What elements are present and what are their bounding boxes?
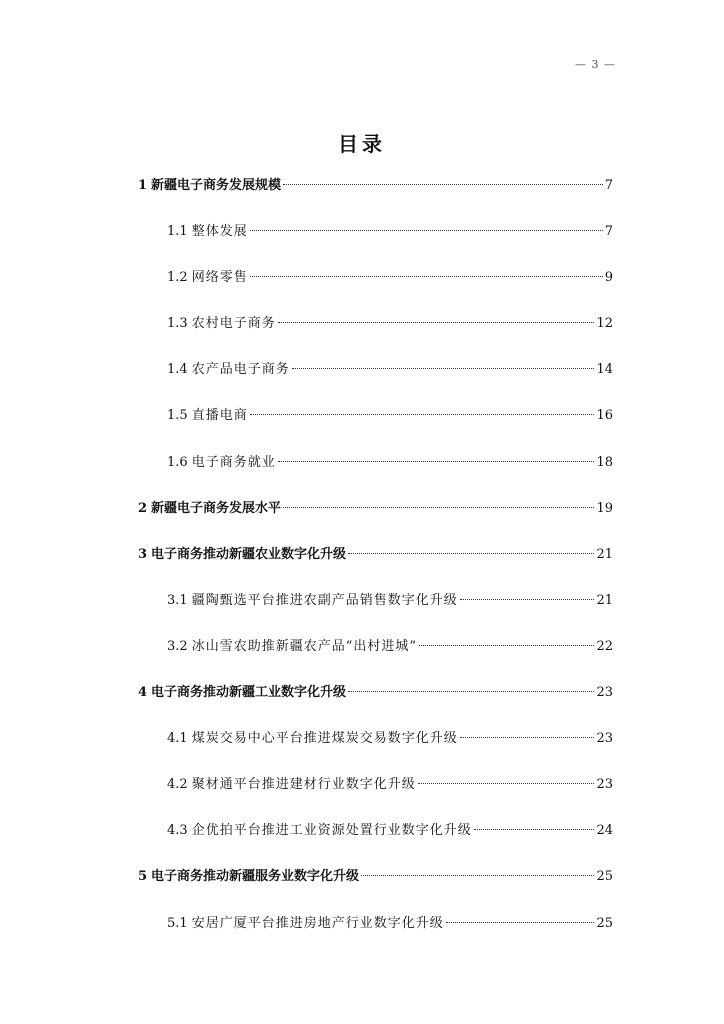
toc-entry-title: 新疆电子商务发展规模 [151, 178, 282, 193]
dot-leader [361, 875, 594, 876]
toc-section-entry[interactable] [138, 447, 613, 493]
toc-chapter-entry[interactable] [138, 861, 613, 907]
toc-entry-title: 直播电商 [191, 408, 248, 424]
toc-entry-title: 安居广厦平台推进房地产行业数字化升级 [191, 915, 444, 931]
toc-entry-title: 新疆电子商务发展水平 [151, 500, 282, 516]
dot-leader [474, 829, 595, 830]
toc-entry-page-number: 23 [596, 777, 613, 793]
toc-entry-number: 5.1 [167, 915, 188, 931]
toc-entry-title: 整体发展 [191, 224, 248, 240]
dot-leader [283, 184, 603, 185]
toc-chapter-entry[interactable] [138, 170, 613, 216]
toc-entry-title: 电子商务就业 [191, 454, 276, 470]
toc-section-entry[interactable] [138, 216, 613, 262]
toc-entry-page-number: 22 [596, 638, 613, 654]
toc-entry-number: 1.6 [167, 454, 188, 470]
dot-leader [278, 461, 595, 462]
toc-entry-page-number: 14 [596, 362, 613, 378]
dot-leader [250, 276, 603, 277]
dot-leader [446, 922, 595, 923]
toc-entry-number: 1.2 [167, 270, 188, 286]
toc-entry-number: 2 [138, 500, 148, 516]
toc-section-entry[interactable] [138, 631, 613, 677]
toc-entry-number: 4.2 [167, 777, 188, 793]
page-title: 目录 [338, 132, 386, 156]
toc-entry-title: 电子商务推动新疆农业数字化升级 [151, 546, 347, 562]
toc-entry-page-number: 23 [596, 685, 613, 701]
toc-entry-page-number: 9 [604, 270, 613, 286]
toc-entry-title: 聚材通平台推进建材行业数字化升级 [191, 777, 416, 793]
toc-entry-number: 5 [138, 869, 148, 885]
toc-entry-number: 4 [138, 685, 148, 701]
toc-entry-page-number: 25 [596, 869, 613, 885]
dot-leader [348, 553, 594, 554]
toc-entry-number: 4.3 [167, 823, 188, 839]
dot-leader [460, 599, 595, 600]
table-of-contents [138, 170, 613, 954]
toc-entry-number: 1 [138, 178, 148, 193]
toc-section-entry[interactable] [138, 308, 613, 354]
toc-chapter-entry[interactable] [138, 539, 613, 585]
toc-entry-title: 企优拍平台推进工业资源处置行业数字化升级 [191, 823, 472, 839]
toc-entry-page-number: 25 [596, 915, 613, 931]
dot-leader [348, 691, 594, 692]
toc-chapter-entry[interactable] [138, 677, 613, 723]
toc-entry-title: 网络零售 [191, 270, 248, 286]
dot-leader [278, 322, 595, 323]
toc-section-entry[interactable] [138, 723, 613, 769]
dot-leader [292, 368, 595, 369]
toc-section-entry[interactable] [138, 908, 613, 954]
toc-entry-page-number: 21 [596, 592, 613, 608]
page-number: — 3 — [575, 58, 616, 71]
toc-chapter-entry[interactable] [138, 493, 613, 539]
toc-entry-page-number: 19 [596, 500, 613, 516]
toc-entry-title: 电子商务推动新疆工业数字化升级 [151, 685, 347, 701]
toc-section-entry[interactable] [138, 815, 613, 861]
toc-entry-number: 3.1 [167, 592, 188, 608]
toc-entry-title: 冰山雪农助推新疆农产品“出村进城” [191, 638, 417, 654]
dot-leader [250, 414, 595, 415]
toc-entry-page-number: 18 [596, 454, 613, 470]
dot-leader [419, 645, 594, 646]
toc-entry-number: 1.1 [167, 224, 188, 240]
toc-entry-number: 3.2 [167, 638, 188, 654]
toc-section-entry[interactable] [138, 585, 613, 631]
toc-entry-page-number: 7 [604, 178, 613, 193]
toc-entry-title: 疆陶甄选平台推进农副产品销售数字化升级 [191, 592, 458, 608]
toc-entry-title: 电子商务推动新疆服务业数字化升级 [151, 869, 360, 885]
toc-entry-page-number: 12 [596, 316, 613, 332]
toc-entry-page-number: 7 [604, 224, 613, 240]
toc-section-entry[interactable] [138, 354, 613, 400]
toc-entry-number: 1.4 [167, 362, 188, 378]
toc-section-entry[interactable] [138, 262, 613, 308]
toc-entry-number: 1.3 [167, 316, 188, 332]
toc-entry-page-number: 16 [596, 408, 613, 424]
toc-entry-title: 农产品电子商务 [191, 362, 290, 378]
dot-leader [250, 230, 603, 231]
toc-section-entry[interactable] [138, 400, 613, 446]
toc-entry-page-number: 23 [596, 731, 613, 747]
toc-entry-number: 4.1 [167, 731, 188, 747]
dot-leader [418, 783, 595, 784]
toc-entry-title: 农村电子商务 [191, 316, 276, 332]
dot-leader [460, 737, 595, 738]
toc-section-entry[interactable] [138, 769, 613, 815]
toc-entry-number: 1.5 [167, 408, 188, 424]
toc-entry-number: 3 [138, 546, 148, 562]
toc-entry-page-number: 24 [596, 823, 613, 839]
dot-leader [283, 507, 594, 508]
toc-entry-title: 煤炭交易中心平台推进煤炭交易数字化升级 [191, 731, 458, 747]
toc-entry-page-number: 21 [596, 546, 613, 562]
